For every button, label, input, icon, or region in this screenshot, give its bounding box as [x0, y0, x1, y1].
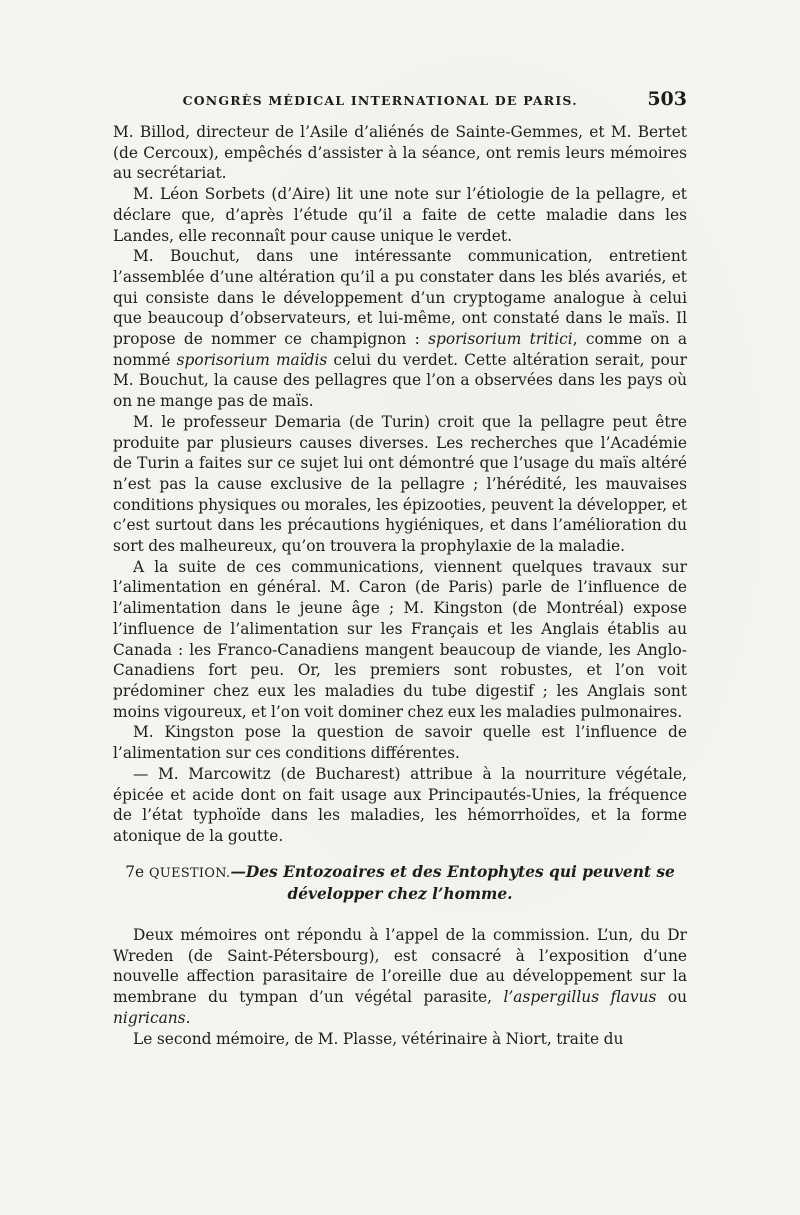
- paragraph-marcowitz: — M. Marcowitz (de Bucharest) attribue à la nourriture végétale, épicée et acide dont on fait usage aux Principautés-Unies, la fréquence de l’état typhoïde dans les maladies, les hémorrhoïdes, et la forme atonique de la goutte.: [113, 764, 687, 845]
- italic-term: nigricans.: [113, 1008, 191, 1027]
- text-span: ou: [656, 988, 688, 1007]
- page-text-block: [113, 88, 687, 1049]
- page-number: 503: [647, 88, 687, 110]
- paragraph-alimentation: A la suite de ces communications, viennent quelques travaux sur l’alimentation en général. M. Caron (de Paris) parle de l’influence de l’alimentation dans le jeune âge ; M. Kingston (de Montréal) expose l’influence de l’alimentation sur les Français et les Anglais établis au Canada : les Franco-Canadiens mangent beaucoup de viande, les Anglo-Canadiens fort peu. Or, les premiers sont robustes, et l’on voit prédominer chez eux les maladies du tube digestif ; les Anglais sont moins vigoureux, et l’on voit dominer chez eux les maladies pulmonaires.: [113, 557, 687, 721]
- paragraph-sorbets: M. Léon Sorbets (d’Aire) lit une note sur l’étiologie de la pellagre, et déclare que, d’après l’étude qu’il a faite de cette maladie dans les Landes, elle reconnaît pour cause unique le verdet.: [113, 185, 687, 245]
- question-number: 7e: [125, 862, 145, 881]
- paragraph-second-memoire: Le second mémoire, de M. Plasse, vétérinaire à Niort, traite du: [133, 1029, 624, 1048]
- paragraph-kingston: M. Kingston pose la question de savoir quelle est l’influence de l’alimentation sur ces conditions différentes.: [113, 723, 687, 763]
- question-heading: [113, 862, 687, 905]
- text-span: M. Bouchut, dans une intéressante communication, entretient l’assemblée d’une altération qu’il a pu constater dans les blés avariés, et qui consiste dans le développement d’un cryptogame analogue à celui que beaucoup d’observateurs, et lui-même, ont constaté dans le maïs. Il propose de nommer ce champignon :: [113, 247, 687, 349]
- paragraph-bouchut: [113, 246, 687, 412]
- italic-term: sporisorium maïdis: [176, 350, 328, 369]
- paragraph-demaria: M. le professeur Demaria (de Turin) croit que la pellagre peut être produite par plusieurs causes diverses. Les recherches que l’Académie de Turin a faites sur ce sujet lui ont démontré que l’usage du maïs altéré n’est pas la cause exclusive de la pellagre ; l’hérédité, les mauvaises conditions physiques ou morales, les épizooties, peuvent la développer, et c’est surtout dans les précautions hygiéniques, et dans l’amélioration du sort des malheureux, qu’on trouvera la prophylaxie de la maladie.: [113, 412, 687, 556]
- question-title: —Des Entozoaires et des Entophytes qui peuvent se développer chez l’homme.: [230, 862, 675, 904]
- italic-term: sporisorium tritici: [428, 330, 573, 349]
- text-span: Deux mémoires ont répondu à l’appel de la commission. L’un, du Dr Wreden (de Saint-Pétersbourg), est consacré à l’exposition d’une nouvelle affection parasitaire de l’oreille due au développement sur la membrane du tympan d’un végétal parasite,: [113, 926, 687, 1007]
- text-span: celui du verdet. Cette altération serait, pour M. Bouchut, la cause des pellagres que l’on a observées dans les pays où on ne mange pas de maïs.: [113, 350, 688, 411]
- paragraph-deux-memoires: [113, 925, 687, 1029]
- text-span: , comme on a nommé: [113, 330, 688, 369]
- question-label: QUESTION.: [149, 865, 231, 881]
- running-title: CONGRÈS MÉDICAL INTERNATIONAL DE PARIS.: [182, 93, 578, 108]
- page-header: [113, 88, 687, 122]
- italic-term: l’aspergillus flavus: [503, 988, 657, 1007]
- paragraph-billod: M. Billod, directeur de l’Asile d’aliénés de Sainte-Gemmes, et M. Bertet (de Cercoux), empêchés d’assister à la séance, ont remis leurs mémoires au secrétariat.: [113, 123, 687, 183]
